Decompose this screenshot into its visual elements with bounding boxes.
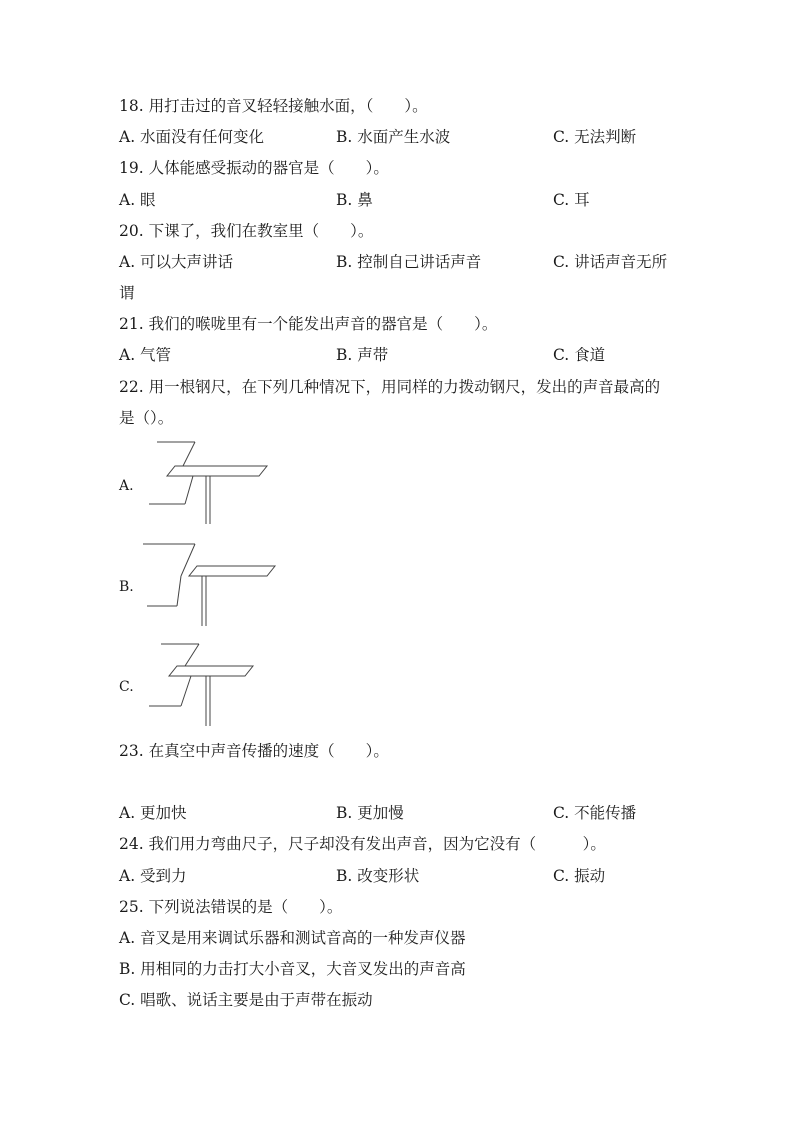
q25-stem: 25. 下列说法错误的是（ ）。 — [119, 898, 343, 916]
q25-option-a: A. 音叉是用来调试乐器和测试音高的一种发声仪器 — [119, 929, 466, 947]
q20-options — [119, 252, 719, 272]
q19-options — [119, 190, 719, 210]
q18-option-b: B. 水面产生水波 — [336, 128, 451, 146]
q24-option-b: B. 改变形状 — [336, 867, 420, 885]
q20-option-c-wrap: 谓 — [119, 284, 135, 302]
q18-option-a: A. 水面没有任何变化 — [119, 128, 265, 146]
q23-stem: 23. 在真空中声音传播的速度（ ）。 — [119, 742, 389, 760]
q21-option-b: B. 声带 — [336, 346, 389, 364]
q20-stem: 20. 下课了，我们在教室里（ ）。 — [119, 222, 374, 240]
q22-stem-line1: 22. 用一根钢尺，在下列几种情况下，用同样的力拨动钢尺，发出的声音最高的 — [119, 378, 661, 396]
q20-option-b: B. 控制自己讲话声音 — [336, 253, 482, 271]
q24-stem: 24. 我们用力弯曲尺子，尺子却没有发出声音，因为它没有（ ）。 — [119, 835, 606, 853]
q19-option-a: A. 眼 — [119, 191, 156, 209]
q18-stem: 18. 用打击过的音叉轻轻接触水面，（ ）。 — [119, 97, 428, 115]
q22-figure-c-ruler-image — [145, 640, 260, 730]
q25-option-c: C. 唱歌、说话主要是由于声带在振动 — [119, 991, 373, 1009]
q23-option-a: A. 更加快 — [119, 804, 187, 822]
q24-options — [119, 866, 719, 886]
q24-option-a: A. 受到力 — [119, 867, 187, 885]
q21-option-c: C. 食道 — [553, 346, 606, 364]
q18-option-c: C. 无法判断 — [553, 128, 637, 146]
q21-stem: 21. 我们的喉咙里有一个能发出声音的器官是（ ）。 — [119, 315, 498, 333]
q21-option-a: A. 气管 — [119, 346, 172, 364]
q19-option-c: C. 耳 — [553, 191, 590, 209]
q22-stem-line2: 是（）。 — [119, 409, 174, 427]
q18-options — [119, 127, 719, 147]
q22-figure-b-label: B. — [119, 579, 134, 595]
q22-figure-c-label: C. — [119, 679, 134, 695]
q20-option-c: C. 讲话声音无所 — [553, 253, 668, 271]
q22-figure-b-ruler-image — [141, 540, 281, 630]
q23-option-c: C. 不能传播 — [553, 804, 637, 822]
q22-figure-a-label: A. — [119, 478, 134, 494]
q24-option-c: C. 振动 — [553, 867, 606, 885]
q19-option-b: B. 鼻 — [336, 191, 373, 209]
q21-options — [119, 345, 719, 365]
q22-figure-a-ruler-image — [145, 438, 275, 528]
q23-options — [119, 803, 719, 823]
q19-stem: 19. 人体能感受振动的器官是（ ）。 — [119, 159, 389, 177]
q25-option-b: B. 用相同的力击打大小音叉，大音叉发出的声音高 — [119, 960, 466, 978]
q23-option-b: B. 更加慢 — [336, 804, 404, 822]
q20-option-a: A. 可以大声讲话 — [119, 253, 234, 271]
